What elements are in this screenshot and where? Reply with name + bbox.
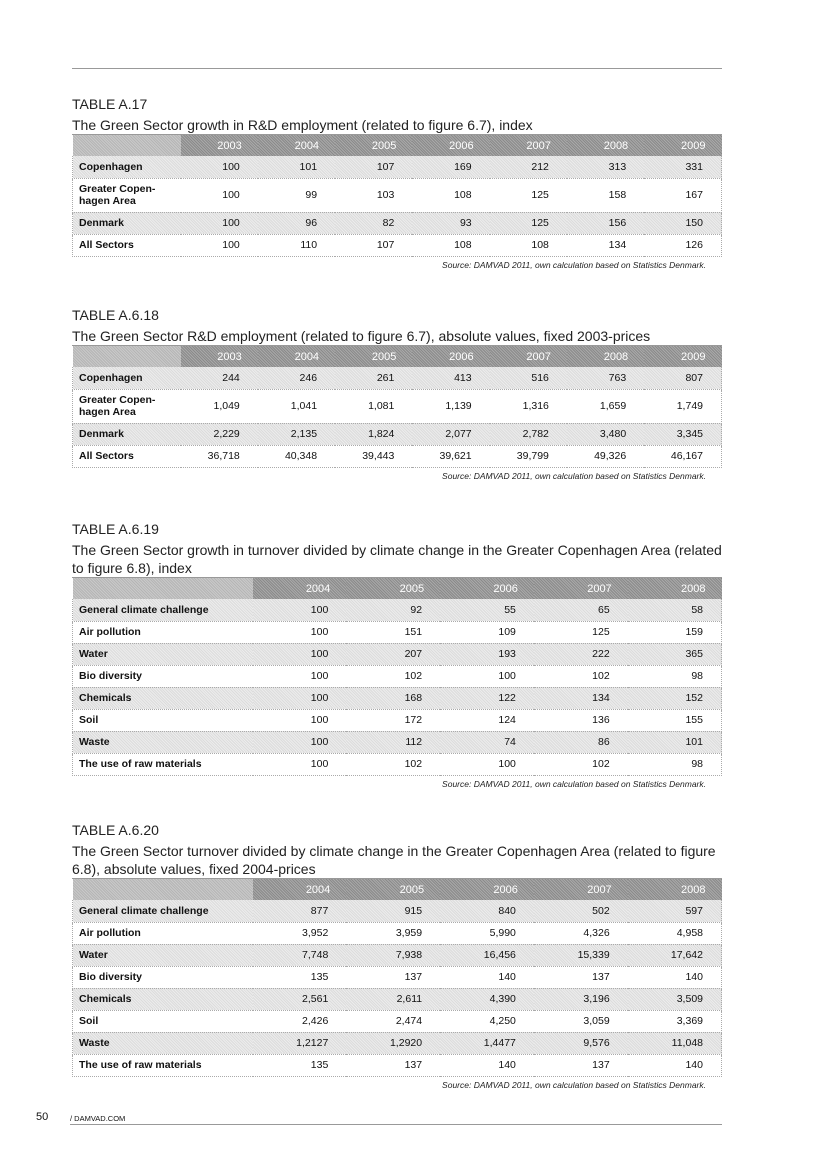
row-label: General climate challenge <box>73 599 253 621</box>
table-cell: 2,611 <box>346 988 440 1010</box>
table-cell: 413 <box>412 367 489 389</box>
table-row <box>73 156 722 178</box>
table-cell: 4,326 <box>534 922 628 944</box>
table-cell: 763 <box>567 367 644 389</box>
table-cell: 100 <box>181 178 258 212</box>
table-row <box>73 643 722 665</box>
row-label: Water <box>73 944 253 966</box>
table-cell: 140 <box>440 1054 534 1076</box>
data-table <box>72 135 722 257</box>
table-a619-block <box>72 521 722 789</box>
table-cell: 134 <box>534 687 628 709</box>
table-cell: 125 <box>490 178 567 212</box>
table-row <box>73 234 722 256</box>
table-cell: 135 <box>253 966 347 988</box>
table-cell: 313 <box>567 156 644 178</box>
table-cell: 7,748 <box>253 944 347 966</box>
table-cell: 2,229 <box>181 423 258 445</box>
table-cell: 840 <box>440 900 534 922</box>
column-header: 2007 <box>534 879 628 900</box>
table-cell: 96 <box>258 212 335 234</box>
table-cell: 261 <box>335 367 412 389</box>
table-cell: 155 <box>628 709 722 731</box>
column-header: 2003 <box>181 346 258 367</box>
table-row <box>73 944 722 966</box>
table-row <box>73 665 722 687</box>
table-cell: 65 <box>534 599 628 621</box>
column-header: 2005 <box>346 578 440 599</box>
row-label: Chemicals <box>73 687 253 709</box>
table-cell: 102 <box>534 665 628 687</box>
table-cell: 152 <box>628 687 722 709</box>
header-row <box>73 879 722 900</box>
table-cell: 100 <box>253 643 347 665</box>
table-cell: 4,958 <box>628 922 722 944</box>
table-cell: 108 <box>412 178 489 212</box>
table-a17-block <box>72 96 722 270</box>
column-header: 2005 <box>335 135 412 156</box>
table-cell: 98 <box>628 753 722 775</box>
table-cell: 516 <box>490 367 567 389</box>
table-title: The Green Sector R&D employment (related to figure 6.7), absolute values, fixed 2003-prices <box>72 327 722 346</box>
table-row <box>73 900 722 922</box>
table-cell: 137 <box>346 1054 440 1076</box>
column-header: 2006 <box>440 578 534 599</box>
table-cell: 2,782 <box>490 423 567 445</box>
table-cell: 109 <box>440 621 534 643</box>
footer-rule <box>70 1124 722 1125</box>
table-cell: 2,426 <box>253 1010 347 1032</box>
footer-site: / DAMVAD.COM <box>70 1114 126 1123</box>
table-row <box>73 178 722 212</box>
row-label: Greater Copen-hagen Area <box>73 178 181 212</box>
table-title: The Green Sector growth in turnover divided by climate change in the Greater Copenhagen Area (related to figure 6.8), index <box>72 542 722 576</box>
table-cell: 92 <box>346 599 440 621</box>
table-row <box>73 423 722 445</box>
table-cell: 2,135 <box>258 423 335 445</box>
table-cell: 3,369 <box>628 1010 722 1032</box>
table-cell: 82 <box>335 212 412 234</box>
table-cell: 100 <box>181 156 258 178</box>
table-cell: 158 <box>567 178 644 212</box>
table-row <box>73 731 722 753</box>
data-table <box>72 578 722 776</box>
table-cell: 55 <box>440 599 534 621</box>
source-note: Source: DAMVAD 2011, own calculation based on Statistics Denmark. <box>442 1079 706 1090</box>
table-row <box>73 966 722 988</box>
table-cell: 222 <box>534 643 628 665</box>
table-cell: 46,167 <box>644 445 721 467</box>
source-note: Source: DAMVAD 2011, own calculation based on Statistics Denmark. <box>442 259 706 270</box>
table-cell: 102 <box>346 753 440 775</box>
table-cell: 36,718 <box>181 445 258 467</box>
column-header: 2004 <box>253 879 347 900</box>
row-label: The use of raw materials <box>73 1054 253 1076</box>
table-cell: 4,390 <box>440 988 534 1010</box>
table-cell: 100 <box>440 665 534 687</box>
source-note: Source: DAMVAD 2011, own calculation based on Statistics Denmark. <box>442 778 706 789</box>
header-row <box>73 135 722 156</box>
table-cell: 108 <box>490 234 567 256</box>
row-label: All Sectors <box>73 445 181 467</box>
table-cell: 9,576 <box>534 1032 628 1054</box>
row-label: Denmark <box>73 423 181 445</box>
table-row <box>73 621 722 643</box>
column-header: 2008 <box>567 346 644 367</box>
table-cell: 4,250 <box>440 1010 534 1032</box>
table-cell: 39,799 <box>490 445 567 467</box>
table-a620-block <box>72 822 722 1090</box>
table-cell: 100 <box>253 599 347 621</box>
table-cell: 86 <box>534 731 628 753</box>
table-cell: 1,041 <box>258 389 335 423</box>
table-cell: 172 <box>346 709 440 731</box>
table-cell: 2,077 <box>412 423 489 445</box>
table-cell: 98 <box>628 665 722 687</box>
row-label: Air pollution <box>73 621 253 643</box>
table-cell: 159 <box>628 621 722 643</box>
row-label: General climate challenge <box>73 900 253 922</box>
table-row <box>73 709 722 731</box>
row-label: Soil <box>73 709 253 731</box>
table-row <box>73 1010 722 1032</box>
table-title: The Green Sector turnover divided by climate change in the Greater Copenhagen Area (related to figure 6.8), absolute values, fixed 2004-prices <box>72 842 722 879</box>
table-cell: 167 <box>644 178 721 212</box>
table-cell: 101 <box>258 156 335 178</box>
table-row <box>73 1054 722 1076</box>
table-cell: 16,456 <box>440 944 534 966</box>
table-cell: 101 <box>628 731 722 753</box>
row-label: Bio diversity <box>73 966 253 988</box>
table-cell: 124 <box>440 709 534 731</box>
column-header: 2008 <box>628 578 722 599</box>
table-cell: 102 <box>534 753 628 775</box>
table-cell: 212 <box>490 156 567 178</box>
table-cell: 11,048 <box>628 1032 722 1054</box>
table-cell: 100 <box>253 731 347 753</box>
row-label: Soil <box>73 1010 253 1032</box>
table-cell: 39,443 <box>335 445 412 467</box>
table-row <box>73 1032 722 1054</box>
table-row <box>73 367 722 389</box>
table-cell: 140 <box>628 1054 722 1076</box>
table-cell: 1,081 <box>335 389 412 423</box>
table-cell: 100 <box>181 234 258 256</box>
table-label: TABLE A.6.19 <box>72 521 159 537</box>
table-cell: 100 <box>181 212 258 234</box>
table-cell: 137 <box>346 966 440 988</box>
table-title: The Green Sector growth in R&D employment (related to figure 6.7), index <box>72 116 722 135</box>
table-cell: 3,480 <box>567 423 644 445</box>
table-cell: 100 <box>253 621 347 643</box>
header-row <box>73 346 722 367</box>
table-cell: 193 <box>440 643 534 665</box>
column-header: 2005 <box>346 879 440 900</box>
table-cell: 1,4477 <box>440 1032 534 1054</box>
table-cell: 877 <box>253 900 347 922</box>
column-header: 2004 <box>253 578 347 599</box>
table-row <box>73 988 722 1010</box>
table-cell: 3,952 <box>253 922 347 944</box>
row-label: Water <box>73 643 253 665</box>
column-header: 2006 <box>412 346 489 367</box>
table-cell: 125 <box>534 621 628 643</box>
table-cell: 7,938 <box>346 944 440 966</box>
table-cell: 134 <box>567 234 644 256</box>
column-header: 2008 <box>628 879 722 900</box>
table-cell: 1,824 <box>335 423 412 445</box>
column-header: 2005 <box>335 346 412 367</box>
table-row <box>73 445 722 467</box>
table-cell: 140 <box>628 966 722 988</box>
table-cell: 1,749 <box>644 389 721 423</box>
table-row <box>73 922 722 944</box>
row-label: Greater Copen-hagen Area <box>73 389 181 423</box>
table-cell: 137 <box>534 1054 628 1076</box>
table-cell: 3,196 <box>534 988 628 1010</box>
table-cell: 126 <box>644 234 721 256</box>
table-cell: 365 <box>628 643 722 665</box>
table-cell: 137 <box>534 966 628 988</box>
column-header: 2009 <box>644 135 721 156</box>
column-header: 2007 <box>534 578 628 599</box>
table-cell: 99 <box>258 178 335 212</box>
table-row <box>73 599 722 621</box>
column-header: 2003 <box>181 135 258 156</box>
row-label: Waste <box>73 1032 253 1054</box>
table-cell: 597 <box>628 900 722 922</box>
table-cell: 125 <box>490 212 567 234</box>
table-cell: 169 <box>412 156 489 178</box>
header-stub <box>73 135 181 156</box>
column-header: 2006 <box>412 135 489 156</box>
table-cell: 39,621 <box>412 445 489 467</box>
table-cell: 108 <box>412 234 489 256</box>
table-row <box>73 753 722 775</box>
row-label: The use of raw materials <box>73 753 253 775</box>
table-label: TABLE A.6.18 <box>72 307 159 323</box>
table-cell: 1,659 <box>567 389 644 423</box>
table-cell: 915 <box>346 900 440 922</box>
table-cell: 1,2920 <box>346 1032 440 1054</box>
table-cell: 1,139 <box>412 389 489 423</box>
table-cell: 2,561 <box>253 988 347 1010</box>
column-header: 2004 <box>258 346 335 367</box>
data-table <box>72 346 722 468</box>
table-cell: 246 <box>258 367 335 389</box>
table-cell: 244 <box>181 367 258 389</box>
table-cell: 3,059 <box>534 1010 628 1032</box>
table-cell: 3,509 <box>628 988 722 1010</box>
table-cell: 17,642 <box>628 944 722 966</box>
column-header: 2006 <box>440 879 534 900</box>
table-cell: 74 <box>440 731 534 753</box>
table-cell: 150 <box>644 212 721 234</box>
header-stub <box>73 346 181 367</box>
table-row <box>73 687 722 709</box>
row-label: All Sectors <box>73 234 181 256</box>
table-cell: 110 <box>258 234 335 256</box>
row-label: Air pollution <box>73 922 253 944</box>
table-a618-block <box>72 307 722 481</box>
table-cell: 100 <box>253 753 347 775</box>
table-cell: 331 <box>644 156 721 178</box>
row-label: Bio diversity <box>73 665 253 687</box>
table-cell: 15,339 <box>534 944 628 966</box>
column-header: 2008 <box>567 135 644 156</box>
table-row <box>73 389 722 423</box>
table-cell: 1,316 <box>490 389 567 423</box>
table-cell: 207 <box>346 643 440 665</box>
table-cell: 107 <box>335 234 412 256</box>
table-cell: 151 <box>346 621 440 643</box>
table-row <box>73 212 722 234</box>
row-label: Copenhagen <box>73 156 181 178</box>
header-stub <box>73 879 253 900</box>
header-row <box>73 578 722 599</box>
table-cell: 93 <box>412 212 489 234</box>
table-cell: 807 <box>644 367 721 389</box>
table-label: TABLE A.17 <box>72 96 148 112</box>
table-cell: 102 <box>346 665 440 687</box>
table-cell: 122 <box>440 687 534 709</box>
table-cell: 112 <box>346 731 440 753</box>
table-cell: 135 <box>253 1054 347 1076</box>
table-cell: 502 <box>534 900 628 922</box>
table-cell: 100 <box>253 665 347 687</box>
table-cell: 49,326 <box>567 445 644 467</box>
row-label: Chemicals <box>73 988 253 1010</box>
table-cell: 40,348 <box>258 445 335 467</box>
table-cell: 168 <box>346 687 440 709</box>
table-cell: 103 <box>335 178 412 212</box>
table-cell: 140 <box>440 966 534 988</box>
row-label: Waste <box>73 731 253 753</box>
table-cell: 2,474 <box>346 1010 440 1032</box>
table-cell: 1,049 <box>181 389 258 423</box>
column-header: 2007 <box>490 135 567 156</box>
table-cell: 100 <box>253 709 347 731</box>
table-cell: 100 <box>253 687 347 709</box>
table-label: TABLE A.6.20 <box>72 822 159 838</box>
row-label: Denmark <box>73 212 181 234</box>
source-note: Source: DAMVAD 2011, own calculation based on Statistics Denmark. <box>442 470 706 481</box>
top-rule <box>72 68 722 69</box>
column-header: 2007 <box>490 346 567 367</box>
table-cell: 100 <box>440 753 534 775</box>
header-stub <box>73 578 253 599</box>
table-cell: 58 <box>628 599 722 621</box>
data-table <box>72 879 722 1077</box>
table-cell: 5,990 <box>440 922 534 944</box>
column-header: 2004 <box>258 135 335 156</box>
table-cell: 1,2127 <box>253 1032 347 1054</box>
table-cell: 156 <box>567 212 644 234</box>
page-number: 50 <box>36 1111 49 1123</box>
column-header: 2009 <box>644 346 721 367</box>
table-cell: 107 <box>335 156 412 178</box>
table-cell: 3,345 <box>644 423 721 445</box>
table-cell: 136 <box>534 709 628 731</box>
table-cell: 3,959 <box>346 922 440 944</box>
row-label: Copenhagen <box>73 367 181 389</box>
